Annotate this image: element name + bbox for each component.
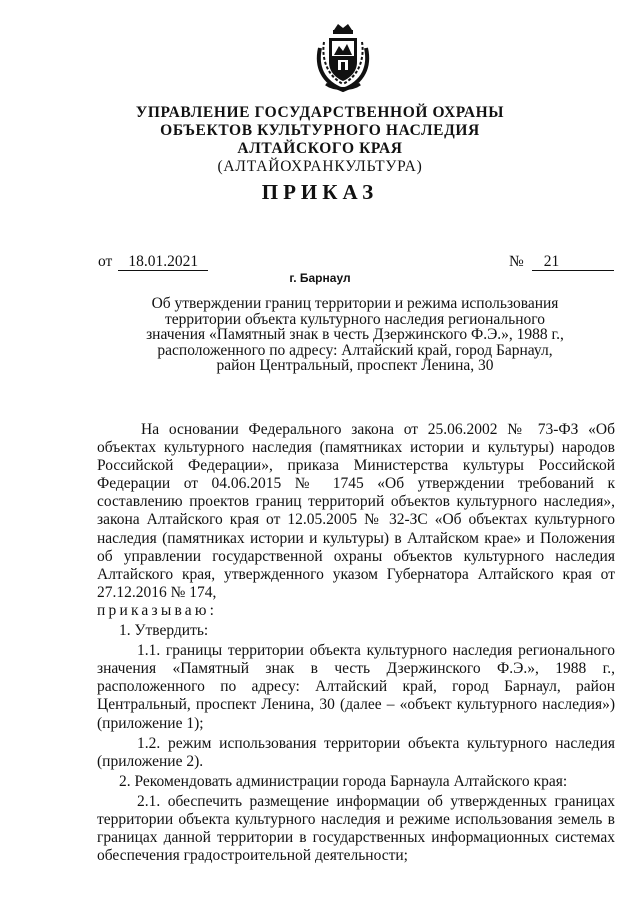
org-line-1: УПРАВЛЕНИЕ ГОСУДАРСТВЕННОЙ ОХРАНЫ: [135, 104, 505, 121]
preamble-paragraph: На основании Федерального закона от 25.06.2002 № 73-ФЗ «Об объектах культурного наследия (памятниках истории и культуры) народов Российской Федерации», приказа Министерства культуры Российской Федерации от 04.06.2015 № 1745 «Об утверждении требований к составлению проектов границ территорий объектов культурного наследия», закона Алтайского края от 12.05.2005 № 32-ЗС «Об объектах культурного наследия (памятниках истории и культуры) в Алтайском крае» и Положения об управлении государственной охраны объектов культурного наследия Алтайского края, утвержденного указом Губернатора Алтайского края от 27.12.2016 № 174,: [97, 421, 615, 601]
document-title: ПРИКАЗ: [261, 180, 379, 204]
subject-line-3: значения «Памятный знак в честь Дзержинского Ф.Э.», 1988 г.,: [146, 326, 564, 343]
document-body: [97, 421, 615, 865]
order-word: приказываю:: [97, 601, 218, 619]
item-2: 2. Рекомендовать администрации города Барнаула Алтайского края:: [119, 772, 568, 790]
organization-name: [0, 104, 640, 176]
date-value: 18.01.2021: [118, 253, 208, 271]
number-value: 21: [532, 253, 614, 271]
org-line-3: АЛТАЙСКОГО КРАЯ: [237, 140, 403, 157]
org-line-2: ОБЪЕКТОВ КУЛЬТУРНОГО НАСЛЕДИЯ: [160, 122, 480, 139]
item-2-1: 2.1. обеспечить размещение информации об утвержденных границах территории объекта культурного наследия и режиме использования земель в границах данной территории в государственных информационных системах обеспечения градостроительной деятельности;: [97, 792, 615, 865]
document-date: [98, 253, 208, 271]
subject-line-1: Об утверждении границ территории и режима использования: [151, 295, 559, 312]
item-1-2: 1.2. режим использования территории объекта культурного наследия (приложение 2).: [97, 734, 615, 770]
document-number: [509, 253, 614, 271]
number-prefix: №: [509, 253, 524, 270]
subject-line-2: территории объекта культурного наследия регионального: [164, 310, 546, 328]
item-1-1: 1.1. границы территории объекта культурного наследия регионального значения «Памятный знак в честь Дзержинского Ф.Э.», 1988 г., расположенного по адресу: Алтайский край, город Барнаул, район Центральный, проспект Ленина, 30 (далее – «объект культурного наследия») (приложение 1);: [97, 642, 615, 732]
item-1: 1. Утвердить:: [119, 622, 209, 640]
date-prefix: от: [98, 253, 113, 270]
subject-line-5: район Центральный, проспект Ленина, 30: [216, 357, 494, 374]
document-city: г. Барнаул: [289, 271, 351, 285]
document-subject: [100, 296, 610, 374]
org-line-4: (АЛТАЙОХРАНКУЛЬТУРА): [217, 158, 423, 175]
coat-of-arms-icon: [312, 22, 374, 94]
subject-line-4: расположенного по адресу: Алтайский край, город Барнаул,: [157, 341, 553, 359]
